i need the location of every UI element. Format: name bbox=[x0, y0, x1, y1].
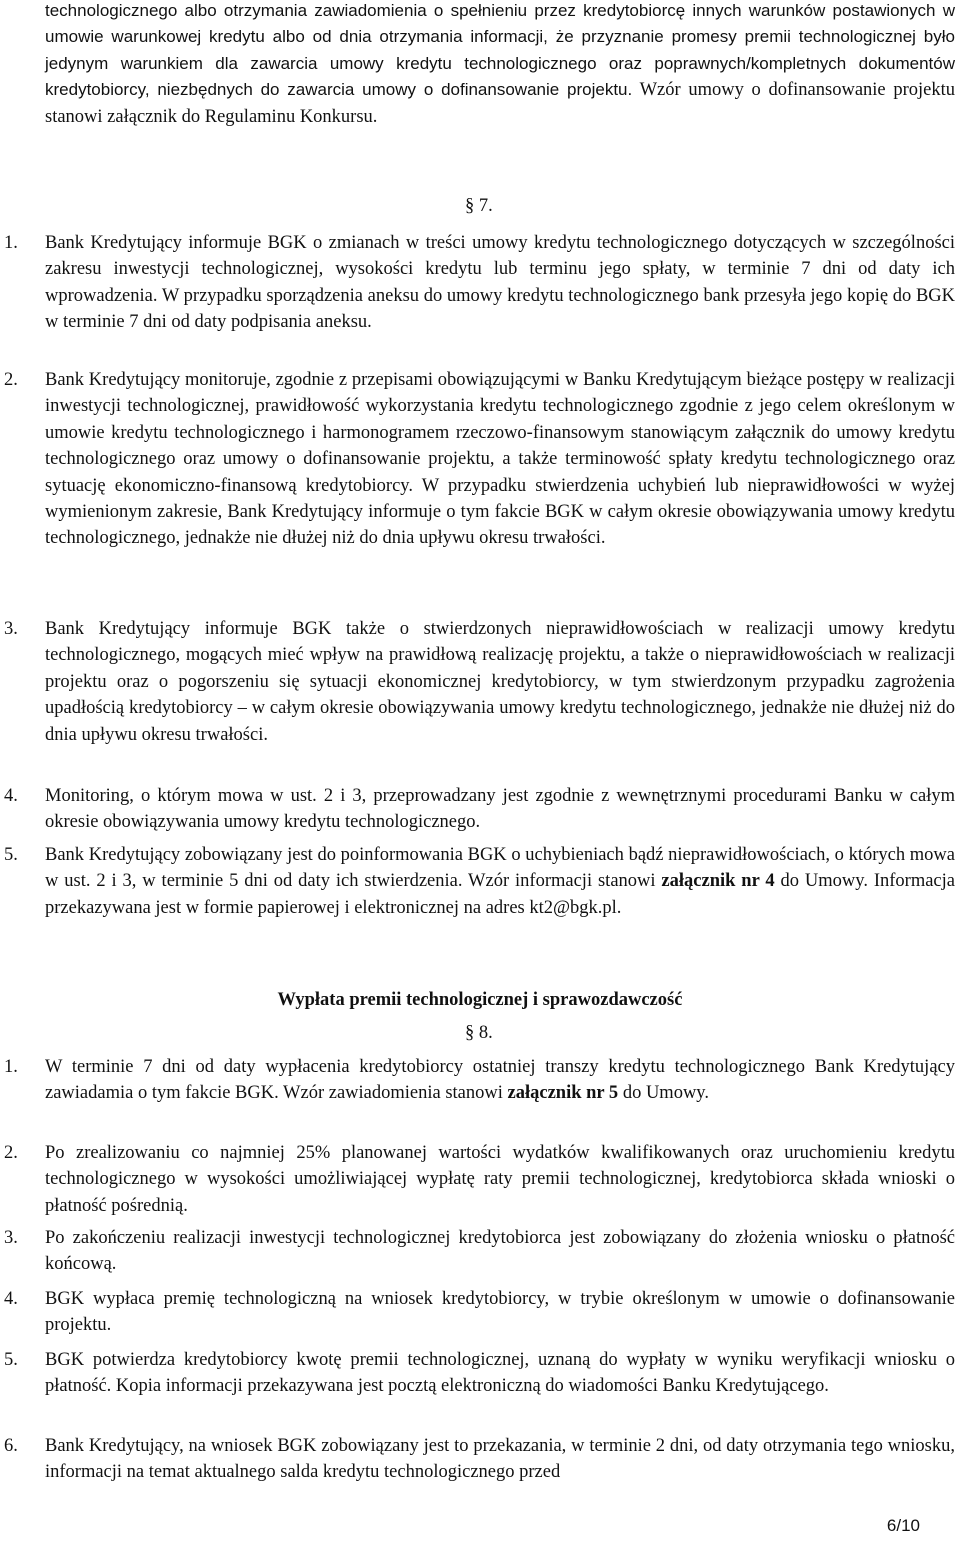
item-text-part: Bank Kredytujący zobowiązany jest do poinformowania BGK o uchybieniach bądź nieprawidłowościach, o których mowa w ust. 2 i 3, w terminie 5 dni od daty ich stwierdzenia. Wzór informacji stanowi bbox=[45, 845, 955, 892]
item-number: 3. bbox=[4, 619, 18, 639]
item-text: BGK potwierdza kredytobiorcy kwotę premii technologicznej, uznaną do wypłaty w wyniku weryfikacji wniosku o płatność. Kopia informacji przekazywana jest pocztą elektroniczną do wiadomości Banku Kredytującego. bbox=[45, 1350, 955, 1397]
item-number: 4. bbox=[4, 1289, 18, 1309]
section-7-item-3 bbox=[4, 616, 955, 748]
section-8-item-3 bbox=[4, 1225, 955, 1278]
item-number: 1. bbox=[4, 233, 18, 253]
item-text: BGK wypłaca premię technologiczną na wniosek kredytobiorcy, w trybie określonym w umowie o dofinansowanie projektu. bbox=[45, 1289, 955, 1336]
section-8-heading: Wypłata premii technologicznej i sprawozdawczość bbox=[277, 990, 683, 1010]
section-7-marker: § 7. bbox=[465, 196, 493, 216]
section-8-item-6 bbox=[4, 1433, 955, 1486]
item-text bbox=[45, 842, 955, 921]
item-number: 6. bbox=[4, 1436, 18, 1456]
section-7-item-2 bbox=[4, 367, 955, 552]
page-number: 6/10 bbox=[886, 1516, 920, 1535]
item-text: Bank Kredytujący, na wniosek BGK zobowiązany jest to przekazania, w terminie 2 dni, od daty otrzymania tego wniosku, informacji na temat aktualnego salda kredytu technologicznego przed bbox=[45, 1436, 955, 1483]
section-8-item-4 bbox=[4, 1286, 955, 1339]
section-7-item-1 bbox=[4, 230, 955, 336]
item-text: Po zakończeniu realizacji inwestycji technologicznej kredytobiorca jest zobowiązany do złożenia wniosku o płatność końcową. bbox=[45, 1228, 955, 1275]
attachment-reference: załącznik nr 4 bbox=[661, 871, 775, 892]
item-text: Bank Kredytujący informuje BGK o zmianach w treści umowy kredytu technologicznego dotyczących w szczególności zakresu inwestycji technologicznej, wysokości kredytu lub terminu jego spłaty, w terminie 7 dni od daty ich wprowadzenia. W przypadku sporządzenia aneksu do umowy kredytu technologicznego bank przesyła jego kopię do BGK w terminie 7 dni od daty podpisania aneksu. bbox=[45, 233, 955, 333]
item-number: 2. bbox=[4, 370, 18, 390]
item-number: 4. bbox=[4, 786, 18, 806]
section-8-item-5 bbox=[4, 1347, 955, 1400]
item-number: 3. bbox=[4, 1228, 18, 1248]
item-text-part: W terminie 7 dni od daty wypłacenia kredytobiorcy ostatniej transzy kredytu technologicznego Bank Kredytujący zawiadamia o tym fakcie BGK. Wzór zawiadomienia stanowi bbox=[45, 1057, 955, 1104]
section-8-item-1 bbox=[4, 1054, 955, 1107]
section-8-item-2 bbox=[4, 1140, 955, 1219]
intro-paragraph bbox=[45, 0, 955, 130]
item-text bbox=[45, 1054, 955, 1107]
section-8-marker: § 8. bbox=[465, 1023, 493, 1043]
intro-serif-text: Wzór umowy o dofinansowanie projektu stanowi załącznik do Regulaminu Konkursu. bbox=[45, 80, 955, 127]
item-number: 1. bbox=[4, 1057, 18, 1077]
item-text-part: do Umowy. Informacja przekazywana jest w formie papierowej i elektronicznej na adres kt2@bgk.pl. bbox=[45, 871, 955, 918]
section-7-item-4 bbox=[4, 783, 955, 836]
item-number: 5. bbox=[4, 845, 18, 865]
item-text: Monitoring, o którym mowa w ust. 2 i 3, przeprowadzany jest zgodnie z wewnętrznymi procedurami Banku w całym okresie obowiązywania umowy kredytu technologicznego. bbox=[45, 786, 955, 833]
attachment-reference: załącznik nr 5 bbox=[507, 1083, 619, 1104]
item-text-part: do Umowy. bbox=[618, 1083, 709, 1104]
item-text: Bank Kredytujący monitoruje, zgodnie z przepisami obowiązującymi w Banku Kredytującym bieżące postępy w realizacji inwestycji technologicznej, prawidłowość wykorzystania kredytu technologicznego zgodnie z jego celem określonym w umowie kredytu technologicznego i harmonogramem rzeczowo-finansowym stanowiącym załącznik do umowy kredytu technologicznego oraz umowy o dofinansowanie projektu, a także terminowość spłaty kredytu technologicznego oraz sytuację ekonomiczno-finansową kredytobiorcy. W przypadku stwierdzenia uchybień lub nieprawidłowości w wyżej wymienionym zakresie, Bank Kredytujący informuje o tym fakcie BGK w całym okresie obowiązywania umowy kredytu technologicznego, jednakże nie dłużej niż do dnia upływu okresu trwałości. bbox=[45, 370, 955, 549]
intro-sans-text: technologicznego albo otrzymania zawiadomienia o spełnieniu przez kredytobiorcę innych warunków postawionych w umowie warunkowej kredytu albo od dnia otrzymania informacji, że przyznanie promesy premii technologicznej było jedynym warunkiem dla zawarcia umowy kredytu technologicznego oraz poprawnych/kompletnych dokumentów kredytobiorcy, niezbędnych do zawarcia umowy o dofinansowanie projektu. bbox=[45, 1, 955, 100]
item-text: Bank Kredytujący informuje BGK także o stwierdzonych nieprawidłowościach w realizacji umowy kredytu technologicznego, mogących mieć wpływ na prawidłową realizację projektu, a także o nieprawidłowościach w realizacji projektu oraz o pogorszeniu się sytuacji ekonomicznej kredytobiorcy, w tym stwierdzonym przypadku zagrożenia upadłością kredytobiorcy – w całym okresie obowiązywania umowy kredytu technologicznego, jednakże nie dłużej niż do dnia upływu okresu trwałości. bbox=[45, 619, 955, 745]
section-7-item-5 bbox=[4, 842, 955, 921]
item-number: 5. bbox=[4, 1350, 18, 1370]
item-text: Po zrealizowaniu co najmniej 25% planowanej wartości wydatków kwalifikowanych oraz uruchomieniu kredytu technologicznego w wysokości umożliwiającej wypłatę raty premii technologicznej, kredytobiorca składa wnioski o płatność pośrednią. bbox=[45, 1143, 955, 1216]
item-number: 2. bbox=[4, 1143, 18, 1163]
